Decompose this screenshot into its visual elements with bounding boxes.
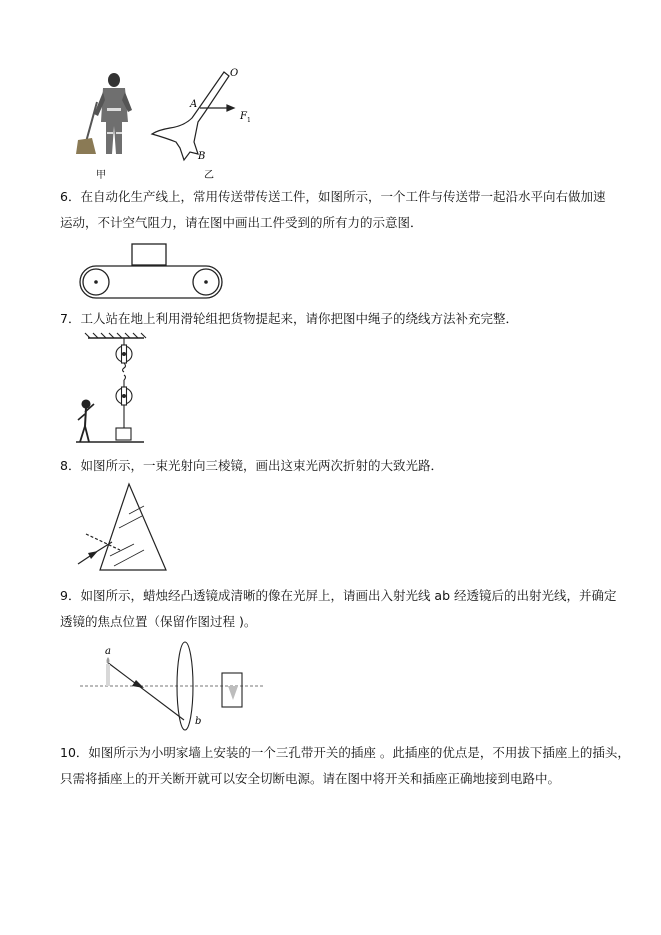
question-9-line-1: 9．如图所示，蜡烛经凸透镜成清晰的像在光屏上，请画出入射光线 ab 经透镜后的出射光线，并确定 — [60, 588, 617, 603]
label-jia: 甲 — [96, 170, 106, 181]
candle — [106, 664, 110, 686]
workpiece-box — [132, 244, 166, 265]
question-10-line-2: 只需将插座上的开关断开就可以安全切断电源。请在图中将开关和插座正确地接到电路中。 — [60, 771, 561, 786]
prism-figure — [74, 480, 184, 576]
sweeper-photo — [76, 73, 132, 154]
point-b-label: B — [198, 151, 206, 162]
point-b-label: b — [195, 716, 202, 727]
force-f1-subscript: 1 — [247, 117, 251, 124]
convex-lens-figure — [78, 640, 268, 736]
point-a-label: A — [190, 99, 198, 110]
broom-lever-diagram — [152, 72, 234, 160]
pulley-system-figure — [74, 332, 164, 450]
point-o-label: O — [230, 68, 239, 79]
question-10-line-1: 10．如图所示为小明家墙上安装的一个三孔带开关的插座 。此插座的优点是，不用拔下插座上的插头， — [60, 745, 630, 760]
question-6-line-2: 运动，不计空气阻力，请在图中画出工件受到的所有力的示意图． — [60, 215, 423, 230]
cargo-box — [116, 428, 131, 440]
question-9-line-2: 透镜的焦点位置（保留作图过程 )。 — [60, 614, 257, 629]
label-yi: 乙 — [204, 170, 214, 181]
question-7-line-1: 7．工人站在地上利用滑轮组把货物提起来，请你把图中绳子的绕线方法补充完整． — [60, 311, 518, 326]
broom-lever-figure — [72, 62, 272, 187]
force-f1-label: F — [240, 111, 247, 122]
conveyor-belt-figure — [78, 242, 228, 302]
question-8-line-1: 8．如图所示，一束光射向三棱镜，画出这束光两次折射的大致光路． — [60, 458, 443, 473]
triangular-prism — [100, 484, 166, 570]
conveyor-belt — [80, 266, 222, 298]
point-a-label: a — [105, 646, 111, 657]
incident-ray-ab — [107, 662, 184, 720]
question-6-line-1: 6．在自动化生产线上，常用传送带传送工件，如图所示，一个工件与传送带一起沿水平向右做加速 — [60, 189, 606, 204]
